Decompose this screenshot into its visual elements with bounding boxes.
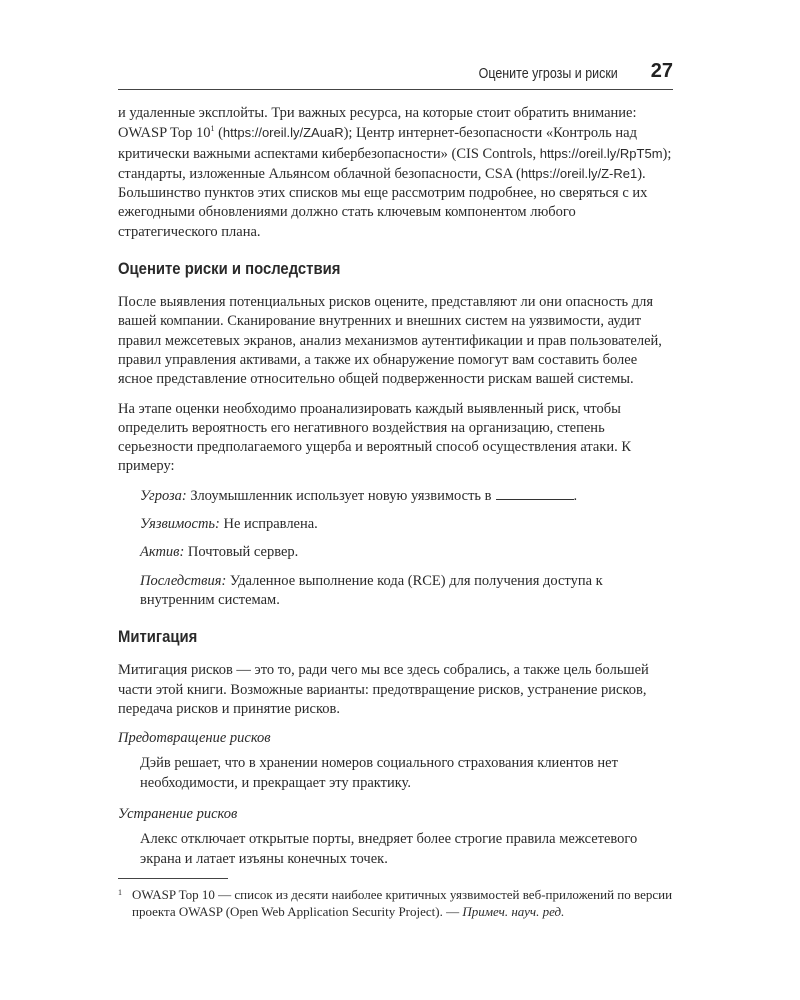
- risks-paragraph-1: После выявления потенциальных рисков оцените, представляют ли они опасность для вашей компании. Сканирование внутренних и внешних систем на уязвимости, аудит правил межсетевых экранов, анализ механизмов аутентификации и прав пользователей, правил управления активами, а также их обнаружение помогут вам составить более ясное представление относительно общей подверженности рискам вашей системы.: [118, 294, 662, 388]
- running-header: [118, 60, 673, 90]
- intro-paragraph: [118, 104, 673, 242]
- strategy-description: Алекс отключает открытые порты, внедряет более строгие правила межсетевого экрана и латает изъяны конечных точек.: [140, 831, 638, 867]
- example-vulnerability: [118, 515, 673, 534]
- example-label: Уязвимость:: [140, 516, 220, 533]
- risks-paragraph-2: На этапе оценки необходимо проанализировать каждый выявленный риск, чтобы определить вероятность его негативного воздействия на организацию, степень серьезности предполагаемого ущерба и вероятный способ осуществления атаки. К примеру:: [118, 400, 632, 475]
- main-text: [118, 104, 673, 881]
- footnote-editor-note: Примеч. науч. ред.: [462, 904, 565, 919]
- section-heading-mitigation: Митигация: [118, 628, 198, 647]
- fill-in-blank: [496, 489, 574, 500]
- footnote: [118, 886, 673, 920]
- example-label: Угроза:: [140, 487, 187, 504]
- example-impact: [118, 572, 673, 611]
- example-text: Злоумышленник использует новую уязвимость в: [186, 487, 492, 504]
- intro-text: (: [214, 125, 223, 142]
- intro-text: ); Центр интернет-безопасности «Контроль над критически важными аспектами кибербезопасности» (CIS Controls,: [118, 125, 637, 162]
- example-text: Почтовый сервер.: [184, 544, 299, 561]
- intro-text: и удаленные эксплойты. Три важных ресурса, на которые стоит обратить внимание: OWASP Top 10: [118, 105, 637, 142]
- link-csa[interactable]: https://oreil.ly/Z-Re1: [520, 165, 638, 181]
- example-threat: [118, 487, 673, 506]
- chapter-title: Оцените угрозы и риски: [478, 66, 618, 82]
- header-divider: [118, 89, 673, 90]
- intro-text: ). Большинство пунктов этих списков мы еще рассмотрим подробнее, но сверяться с их ежегодными обновлениями должно стать ключевым компонентом любого стратегического плана.: [118, 165, 648, 240]
- mitigation-paragraph: Митигация рисков — это то, ради чего мы все здесь собрались, а также цель большей части этой книги. Возможные варианты: предотвращение рисков, устранение рисков, передача рисков и принятие рисков.: [118, 662, 649, 717]
- example-text: .: [573, 487, 578, 504]
- strategy-description: Дэйв решает, что в хранении номеров социального страхования клиентов нет необходимости, и прекращает эту практику.: [140, 755, 618, 791]
- footnote-ref[interactable]: 1: [210, 124, 215, 134]
- example-label: Актив:: [140, 544, 185, 561]
- intro-text: ); стандарты, изложенные Альянсом облачной безопасности, CSA (: [118, 145, 672, 182]
- footnote-body: [118, 886, 673, 920]
- section-heading-risks: Оцените риски и последствия: [118, 260, 341, 279]
- footnote-mark: 1: [118, 888, 122, 897]
- link-cis-controls[interactable]: https://oreil.ly/RpT5m: [539, 145, 663, 161]
- footnote-divider: [118, 878, 228, 879]
- example-label: Последствия:: [140, 572, 227, 589]
- footnote-text: OWASP Top 10 — список из десяти наиболее критичных уязвимостей веб-приложений по версии проекта OWASP (Open Web Application Security Project). —: [132, 887, 673, 919]
- example-text: Не исправлена.: [219, 516, 318, 533]
- example-text: Удаленное выполнение кода (RCE) для получения доступа к внутренним системам.: [140, 572, 603, 608]
- example-asset: [118, 543, 673, 562]
- page-number: 27: [650, 60, 673, 82]
- strategy-title: Предотвращение рисков: [118, 730, 271, 747]
- strategy-title: Устранение рисков: [118, 806, 238, 823]
- link-owasp[interactable]: https://oreil.ly/ZAuaR: [222, 125, 344, 141]
